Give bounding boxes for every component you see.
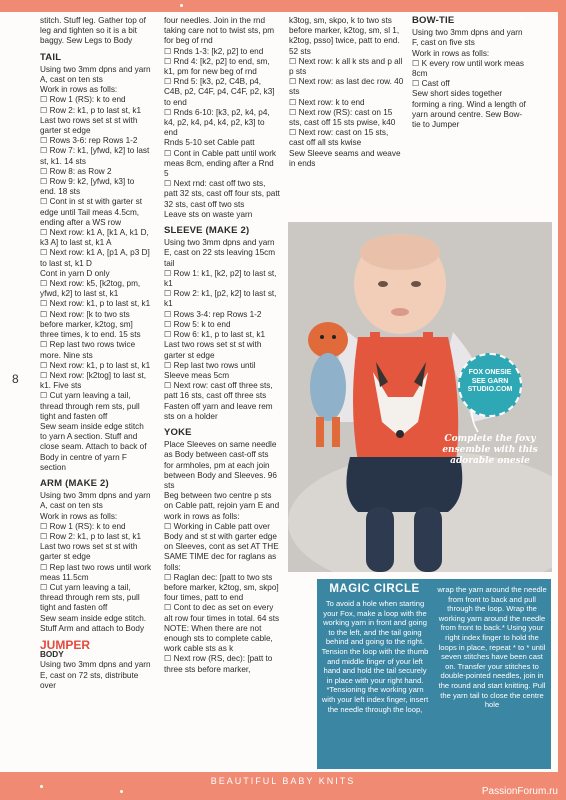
instruction-line: ☐ Rows 3-6: rep Rows 1-2	[40, 136, 138, 146]
instruction-line: Last two rows set st st with garter st edge	[40, 542, 138, 562]
body-instructions	[40, 660, 152, 691]
footer-title: BEAUTIFUL BABY KNITS	[210, 776, 356, 786]
bowtie-instructions	[412, 28, 530, 130]
instruction-line: Cont in yarn D only	[40, 268, 110, 278]
instruction-line: ☐ Row 1 (RS): k to end	[40, 521, 126, 531]
instruction-line: Sew seam inside edge stitch. Stuff Arm and attach to Body	[40, 613, 147, 633]
instruction-line: ☐ Next rnd: cast off two sts, patt 32 sts, cast off four sts, patt 32 sts, cast off two sts	[164, 179, 280, 209]
instruction-line: ☐ Cut yarn leaving a tail, thread through rem sts, pull tight and fasten off	[40, 391, 140, 421]
column-1	[40, 16, 152, 691]
confetti-dot	[180, 4, 183, 7]
instruction-line: Last two rows set st st with garter st edge	[40, 115, 138, 136]
instruction-line: NOTE: When there are not enough sts to complete cable, work cable sts as k	[164, 623, 273, 654]
instruction-line: ☐ Next row: k1 A, [k1 A, k1 D, k3 A] to last st, k1 A	[40, 228, 149, 248]
column-4	[412, 16, 530, 130]
instruction-line: ☐ Next row: k to end	[289, 97, 365, 107]
magic-circle-title: MAGIC CIRCLE	[329, 583, 420, 595]
instruction-line: Using two 3mm dpns and yarn E, cast on 72 sts, distribute over	[40, 660, 151, 690]
watermark: PassionForum.ru	[481, 786, 558, 797]
instruction-line: Work in rows as folls:	[412, 48, 490, 58]
instruction-line: ☐ Row 9: k2, [yfwd, k3] to end. 18 sts	[40, 177, 135, 197]
body-subheading: BODY	[40, 650, 64, 660]
right-border	[558, 0, 566, 800]
instruction-line: ☐ Next row: cast off three sts, patt 16 sts, cast off three sts	[164, 381, 273, 401]
instruction-line: Rnds 5-10 set Cable patt	[164, 138, 255, 148]
yoke-heading: YOKE	[164, 426, 192, 438]
instruction-line: ☐ Next row: [k to two sts before marker, k2tog, sm] three times, k to end. 15 sts	[40, 309, 141, 340]
magic-circle-left-text: To avoid a hole when starting your Fox, make a loop with the working yarn in front and going to the left, and the tail going behind and going to the right. Tension the loop with the thumb and middle finger of your left hand and hold the tail securely in place with your right hand. *Tensioning the working yarn with your left index finger, insert the needle through the loop,	[321, 599, 429, 714]
tail-heading: TAIL	[40, 51, 62, 63]
magic-circle-box	[317, 579, 551, 769]
instruction-line: ☐ Cont in Cable patt until work meas 8cm, ending after a Rnd 5	[164, 148, 277, 179]
instruction-line: ☐ Row 7: k1, [yfwd, k2] to last st, k1. 14 sts	[40, 146, 150, 166]
fox-onesie-badge	[458, 353, 522, 417]
instruction-line: ☐ Rep last two rows until Sleeve meas 5cm	[164, 360, 256, 380]
instruction-line: ☐ Row 8: as Row 2	[40, 166, 112, 176]
instruction-line: ☐ Next row: k1, p to last st, k1	[40, 360, 151, 370]
tail-instructions	[40, 65, 152, 473]
instruction-line: ☐ Row 1: k1, [k2, p2] to last st, k1	[164, 268, 277, 289]
instruction-line: Place Sleeves on same needle as Body between cast-off sts for armholes, pm at each join between Body and Sleeves. 96 sts	[164, 440, 277, 490]
page-number: 8	[12, 372, 19, 386]
instruction-line: Work in rows as folls:	[40, 85, 118, 95]
sleeve-instructions	[164, 238, 280, 422]
instruction-line: ☐ Next row: k1, p to last st, k1	[40, 299, 151, 309]
body-cont-instructions	[164, 16, 280, 220]
instruction-line: ☐ Rows 3-4: rep Rows 1-2	[164, 309, 262, 319]
instruction-line: ☐ Rep last two rows until work meas 11.5cm	[40, 562, 152, 582]
instruction-line: ☐ Cut yarn leaving a tail, thread through rem sts, pull tight and fasten off	[40, 582, 140, 613]
instruction-line: ☐ Row 2: k1, [p2, k2] to last st, k1	[164, 289, 277, 309]
instruction-line: ☐ Row 1 (RS): k to end	[40, 95, 126, 105]
instruction-line: Leave sts on waste yarn	[164, 209, 253, 219]
instruction-line: ☐ Next row: k5, [k2tog, pm, yfwd, k2] to last st, k1	[40, 279, 141, 299]
badge-line-1: FOX ONESIE	[468, 369, 512, 376]
instruction-line: ☐ Working in Cable patt over Body and st st with garter edge on Sleeves, cont as set AT THE SAME TIME dec for raglans as folls:	[164, 521, 279, 572]
intro-text: stitch. Stuff leg. Gather top of leg and tighten so it is a bit baggy. Sew Legs to Body	[40, 16, 146, 46]
instruction-line: Last two rows set st st with garter st edge	[164, 340, 262, 360]
badge-line-2: SEE GARN	[471, 377, 509, 385]
jumper-heading: JUMPER	[40, 637, 91, 652]
instruction-line: ☐ Rnd 5: [k3, p2, C4B, p4, C4B, p2, C4F, p4, C4F, p2, k3] to end	[164, 77, 275, 107]
instruction-line: ☐ Rnd 4: [k2, p2] to end, sm, k1, pm for new beg of rnd	[164, 56, 270, 77]
instruction-line: Sew short sides together forming a ring. Wind a length of yarn around centre. Sew Bow-tie to Jumper	[412, 89, 526, 130]
instruction-line: Beg between two centre p sts on Cable patt, rejoin yarn E and work in rows as folls:	[164, 491, 280, 521]
instruction-line: Fasten off yarn and leave rem sts on a holder	[164, 401, 273, 421]
instruction-line: ☐ Next row: as last dec row. 40 sts	[289, 77, 404, 97]
instruction-line: ☐ Next row (RS, dec): [patt to three sts before marker,	[164, 654, 273, 674]
photo-caption: Complete the foxy ensemble with this adorable onesie	[442, 434, 538, 466]
instruction-line: ☐ Cont to dec as set on every alt row four times in total. 64 sts	[164, 603, 280, 623]
column-2	[164, 16, 280, 675]
instruction-line: ☐ Row 2: k1, p to last st, k1	[40, 531, 142, 541]
top-border	[0, 0, 566, 12]
instruction-line: ☐ Row 2: k1, p to last st, k1	[40, 105, 142, 115]
instruction-line: Using two 3mm dpns and yarn A, cast on ten sts	[40, 64, 151, 85]
yoke-cont-instructions	[289, 16, 404, 169]
instruction-line: ☐ Cont in st st with garter st edge until Tail meas 4.5cm, ending after a WS row	[40, 197, 142, 227]
sleeve-heading: SLEEVE (MAKE 2)	[164, 225, 250, 237]
bowtie-heading: BOW-TIE	[412, 15, 455, 26]
column-3	[289, 16, 404, 169]
instruction-line: Work in rows as folls:	[40, 511, 118, 521]
arm-heading: ARM (MAKE 2)	[40, 477, 109, 489]
instruction-line: ☐ Rep last two rows twice more. Nine sts	[40, 340, 136, 360]
instruction-line: Sew Sleeve seams and weave in ends	[289, 148, 401, 168]
magic-circle-right-text: wrap the yarn around the needle from front to back and pull through the loop. Wrap the working yarn around the needle from front to back.* Using your right index finger to hold the loops in place, repeat * to * until seven stitches have been cast on. Transfer your stitches to double-pointed needles, join in the round and start knitting. Pull the yarn tail to close the centre hole	[437, 585, 547, 710]
instruction-line: ☐ Raglan dec: [patt to two sts before marker, k2tog, sm, skpo] four times, patt to end	[164, 572, 279, 603]
instruction-line: Sew seam inside edge stitch to yarn A section. Stuff and close seam. Attach to back of Body in centre of yarn F section	[40, 421, 147, 472]
instruction-line: ☐ Row 5: k to end	[164, 319, 231, 329]
instruction-line: four needles. Join in the rnd taking care not to twist sts, pm for beg of rnd	[164, 16, 275, 46]
confetti-dot	[120, 790, 123, 793]
instruction-line: ☐ Next row: [k2tog] to last st, k1. Five sts	[40, 370, 147, 391]
instruction-line: Using two 3mm dpns and yarn E, cast on 22 sts leaving 15cm tail	[164, 238, 276, 268]
instruction-line: k3tog, sm, skpo, k to two sts before marker, k2tog, sm, sl 1, k2tog, psso] twice, patt to end. 52 sts	[289, 16, 400, 56]
instruction-line: ☐ Row 6: k1, p to last st, k1	[164, 330, 266, 340]
instruction-line: ☐ Next row (RS): cast on 15 sts, cast off 15 sts pwise, k40	[289, 107, 396, 128]
instruction-line: ☐ K every row until work meas 8cm	[412, 58, 524, 79]
badge-line-3: STUDIO.COM	[467, 386, 513, 393]
instruction-line: ☐ Rnds 6-10: [k3, p2, k4, p4, k4, p2, k4, p4, k4, p2, k3] to end	[164, 107, 270, 138]
instruction-line: ☐ Next row: cast on 15 sts, cast off all sts kwise	[289, 128, 389, 148]
instruction-line: Using two 3mm dpns and yarn F, cast on five sts	[412, 28, 523, 48]
instruction-line: ☐ Next row: k1 A, [p1 A, p3 D] to last st, k1 D	[40, 248, 150, 268]
yoke-instructions	[164, 440, 280, 675]
instruction-line: Using two 3mm dpns and yarn A, cast on ten sts	[40, 491, 151, 511]
instruction-line: ☐ Cast off	[412, 79, 450, 89]
arm-instructions	[40, 491, 152, 634]
instruction-line: ☐ Rnds 1-3: [k2, p2] to end	[164, 46, 264, 56]
instruction-line: ☐ Next row: k all k sts and p all p sts	[289, 56, 403, 77]
